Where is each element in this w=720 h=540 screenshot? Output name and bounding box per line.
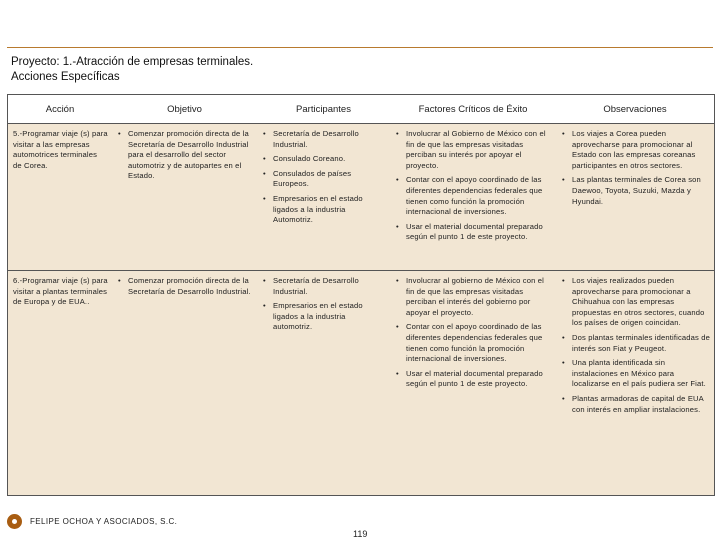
list-item: • Comenzar promoción directa de la Secretaría de Desarrollo Industrial para el desarrollo del sector automotriz y de autopartes en el Estado. <box>118 129 249 181</box>
bullet: • <box>562 175 565 185</box>
cell-participantes <box>257 271 390 426</box>
cell-factores <box>390 124 556 271</box>
list-item: • Usar el material documental preparado según el punto 1 de este proyecto. <box>396 221 543 242</box>
bullet: • <box>263 168 266 178</box>
title-line-2: Acciones Específicas <box>11 71 120 83</box>
cell-objetivo <box>112 271 257 426</box>
list-item: • Comenzar promoción directa de la Secretaría de Desarrollo Industrial. <box>118 276 251 296</box>
cell-factores <box>390 271 556 426</box>
page-number: 119 <box>353 529 368 539</box>
list-item: • Los viajes a Corea pueden aprovecharse para promocionar al Estado con las empresas coreanas participantes en otros sectores. <box>562 129 696 170</box>
bullet: • <box>562 276 565 285</box>
list-item: • Los viajes realizados pueden aprovecharse para promocionar a Chihuahua con las empresas propuestas en otros sectores, cuando los países de origen coincidan. <box>562 276 705 328</box>
list-item: • Una planta identificada sin instalaciones en México para localizarse en el país pudiera ser Fiat. <box>562 358 706 389</box>
header-observaciones: Observaciones <box>556 95 714 124</box>
bullet: • <box>396 368 399 378</box>
bullet: • <box>396 175 399 185</box>
bullet: • <box>263 301 266 311</box>
list-item: • Involucrar al Gobierno de México con el fin de que las empresas visitadas perciban su interés por apoyar el proyecto. <box>396 129 546 170</box>
slide-title <box>11 55 253 85</box>
bullet: • <box>118 276 121 285</box>
cell-observaciones <box>556 124 714 271</box>
list-item: • Secretaría de Desarrollo Industrial. <box>263 276 359 296</box>
company-logo-icon <box>7 514 22 529</box>
header-participantes: Participantes <box>257 95 390 124</box>
cell-accion: 5.-Programar viaje (s) para visitar a las empresas automotrices terminales de Corea. <box>8 124 112 271</box>
list-item: • Empresarios en el estado ligados a la industria Automotriz. <box>263 193 363 225</box>
bullet: • <box>396 129 399 138</box>
table-header-row <box>8 95 714 124</box>
list-item: • Contar con el apoyo coordinado de las diferentes dependencias federales que tienen como función la promoción internacional de inversiones. <box>396 175 543 217</box>
actions-table <box>7 94 715 496</box>
header-factores: Factores Críticos de Éxito <box>390 95 556 124</box>
list-item: • Contar con el apoyo coordinado de las diferentes dependencias federales que tienen como función la promoción internacional de inversiones. <box>396 322 543 364</box>
bullet: • <box>562 129 565 138</box>
bullet: • <box>562 332 565 342</box>
bullet: • <box>562 393 565 403</box>
table-row <box>8 271 714 426</box>
bullet: • <box>396 276 399 285</box>
bullet: • <box>263 193 266 203</box>
header-objetivo: Objetivo <box>112 95 257 124</box>
list-item: • Secretaría de Desarrollo Industrial. <box>263 129 359 149</box>
bullet: • <box>263 154 266 164</box>
list-item: • Dos plantas terminales identificadas de interés son Fiat y Peugeot. <box>562 332 710 353</box>
list-item: • Involucrar al gobierno de México con el fin de que las empresas visitadas perciban el interés del gobierno por apoyar el proyecto. <box>396 276 544 317</box>
table-row <box>8 124 714 271</box>
list-item: • Plantas armadoras de capital de EUA con interés en ampliar instalaciones. <box>562 393 704 414</box>
bullet: • <box>118 129 121 138</box>
title-line-1: Proyecto: 1.-Atracción de empresas terminales. <box>11 56 254 68</box>
list-item: • Usar el material documental preparado según el punto 1 de este proyecto. <box>396 368 543 389</box>
list-item: • Consulados de países Europeos. <box>263 168 352 189</box>
bullet: • <box>263 129 266 138</box>
company-name: FELIPE OCHOA Y ASOCIADOS, S.C. <box>30 517 178 526</box>
bullet: • <box>562 358 565 368</box>
footer <box>7 514 177 529</box>
bullet: • <box>263 276 266 285</box>
bullet: • <box>396 322 399 332</box>
cell-accion: 6.-Programar viaje (s) para visitar a plantas terminales de Europa y de EUA.. <box>13 276 108 307</box>
list-item: • Las plantas terminales de Corea son Daewoo, Toyota, Suzuki, Mazda y Hyundai. <box>562 175 701 206</box>
top-rule <box>7 47 713 48</box>
header-accion: Acción <box>8 95 112 124</box>
cell-objetivo <box>112 124 257 271</box>
cell-participantes <box>257 124 390 271</box>
bullet: • <box>396 221 399 231</box>
list-item: • Consulado Coreano. <box>263 154 346 164</box>
cell-observaciones <box>556 271 714 426</box>
list-item: • Empresarios en el estado ligados a la industria automotriz. <box>263 301 363 332</box>
